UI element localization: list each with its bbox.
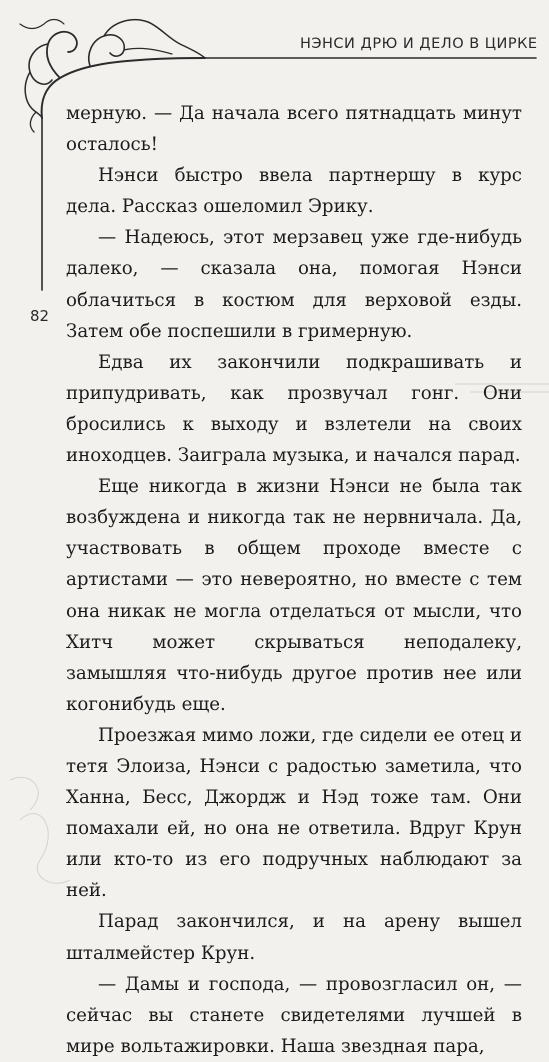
paragraph-1: мерную. — Да начала всего пятнадцать минут осталось!	[66, 103, 522, 156]
paragraph-2: Нэнси быстро ввела партнершу в курс дела. Рассказ ошеломил Эрику.	[66, 165, 522, 218]
paragraph-7: Парад закончился, и на арену вышел шталмейстер Крун.	[66, 911, 522, 964]
page-number: 82	[30, 307, 50, 325]
running-head: НЭНСИ ДРЮ И ДЕЛО В ЦИРКЕ	[300, 36, 538, 52]
paragraph-4: Едва их закончили подкрашивать и припудривать, как прозвучал гонг. Они бросились к выходу и взлетели на своих иноходцев. Заиграла музыка, и начался парад.	[66, 351, 522, 467]
paragraph-8: — Дамы и господа, — провозгласил он, — сейчас вы станете свидетелями лучшей в мире вольтажировки. Наша звездная пара,	[66, 973, 522, 1057]
body-text	[66, 98, 522, 1062]
paragraph-6: Проезжая мимо ложи, где сидели ее отец и тетя Элоиза, Нэнси с радостью заметила, что Ханна, Бесс, Джордж и Нэд тоже там. Они помахали ей, но она не ответила. Вдруг Крун или кто-то из его подручных наблюдают за ней.	[66, 724, 522, 902]
paragraph-3: — Надеюсь, этот мерзавец уже где-нибудь далеко, — сказала она, помогая Нэнси облачиться в костюм для верховой езды. Затем обе поспешили в гримерную.	[66, 227, 522, 342]
paragraph-5: Еще никогда в жизни Нэнси не была так возбуждена и никогда так не нервничала. Да, участвовать в общем проходе вместе с артистами — это невероятно, но вместе с тем она никак не могла отделаться от мысли, что Хитч может скрываться неподалеку, замышляя что-нибудь другое против нее или когонибудь еще.	[66, 476, 522, 715]
